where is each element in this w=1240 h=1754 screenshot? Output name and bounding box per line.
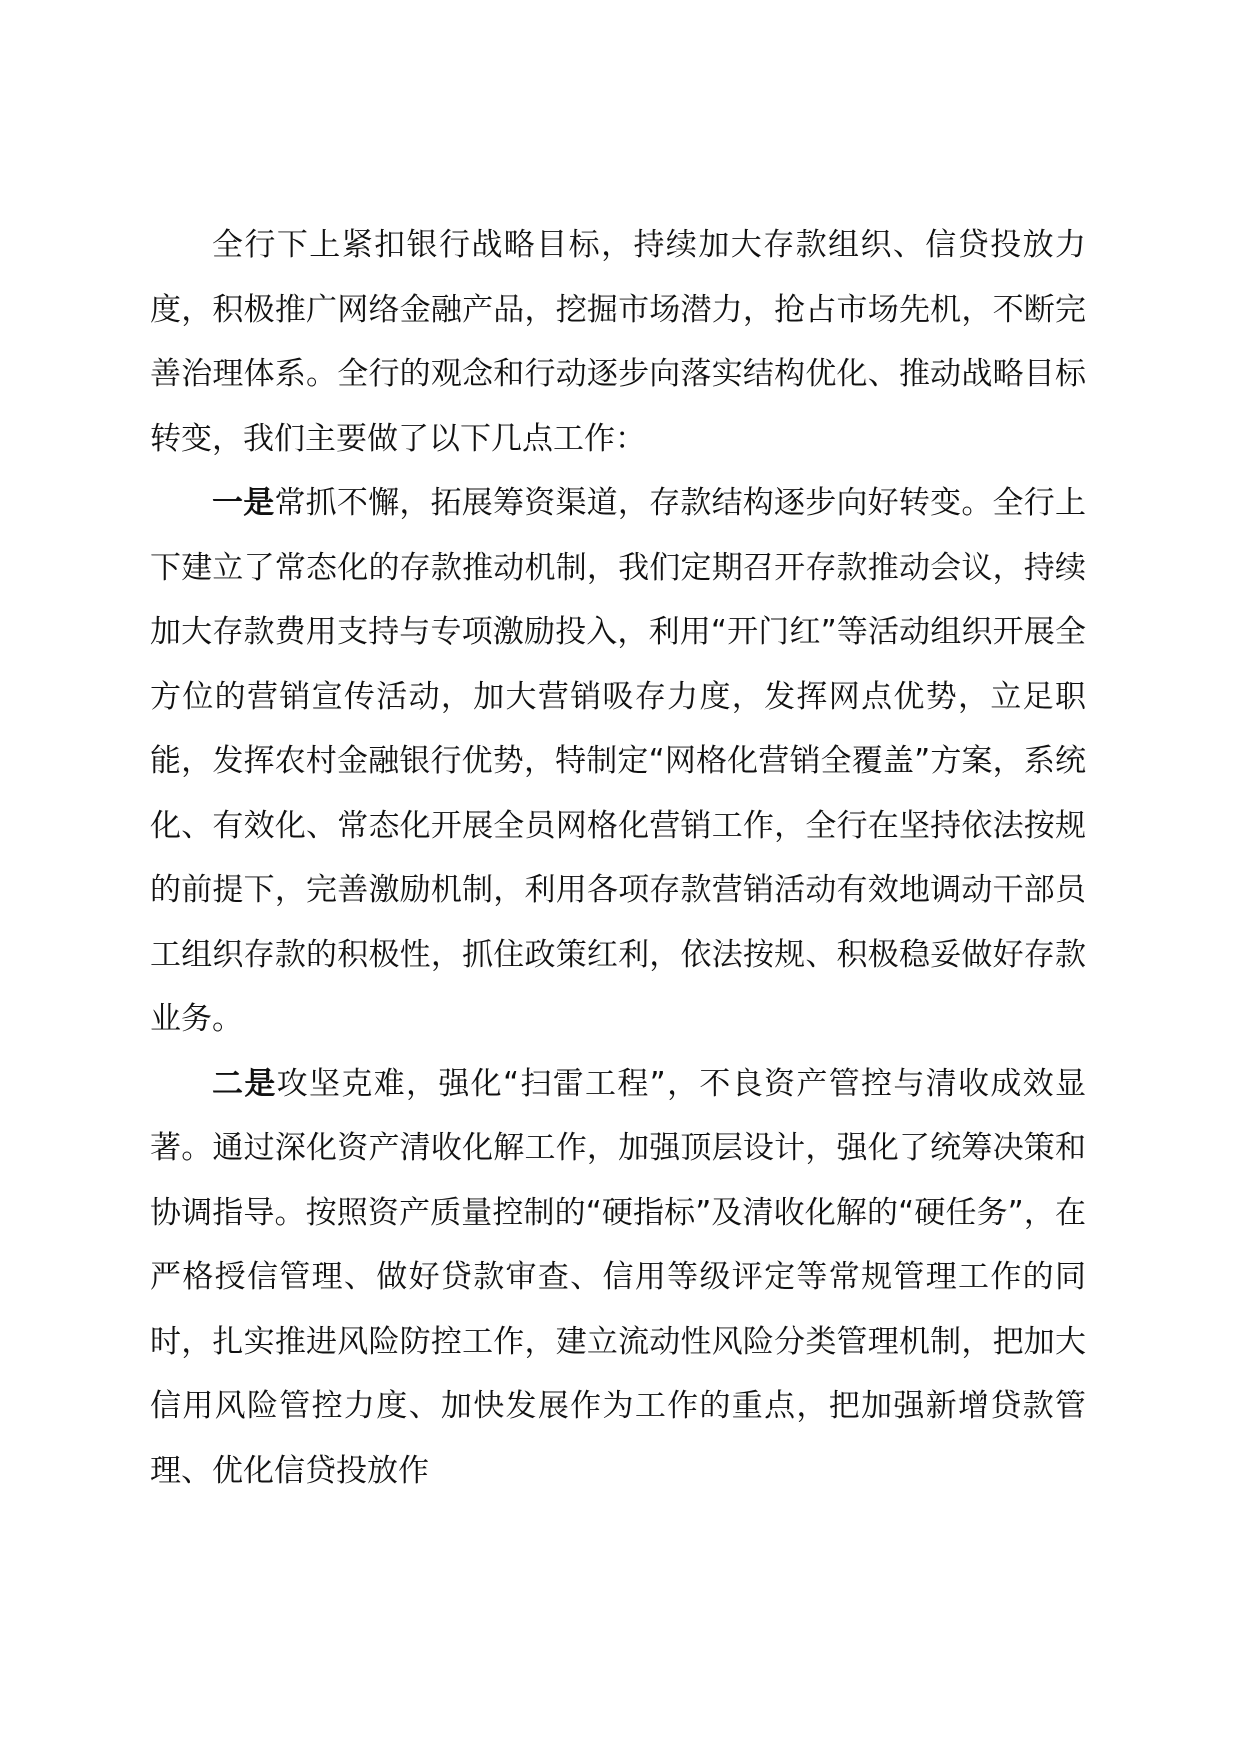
paragraph-text: 常抓不懈，拓展筹资渠道，存款结构逐步向好转变。全行上下建立了常态化的存款推动机制，我们定期召开存款推动会议，持续加大存款费用支持与专项激励投入，利用“开门红”等活动组织开展全方位的营销宣传活动，加大营销吸存力度，发挥网点优势，立足职能，发挥农村金融银行优势，特制定“网格化营销全覆盖”方案，系统化、有效化、常态化开展全员网格化营销工作，全行在坚持依法按规的前提下，完善激励机制，利用各项存款营销活动有效地调动干部员工组织存款的积极性，抓住政策红利，依法按规、积极稳妥做好存款业务。 — [150, 485, 1087, 1037]
paragraph-text: 全行下上紧扣银行战略目标，持续加大存款组织、信贷投放力度，积极推广网络金融产品，挖掘市场潜力，抢占市场先机，不断完善治理体系。全行的观念和行动逐步向落实结构优化、推动战略目标转变，我们主要做了以下几点工作： — [150, 227, 1086, 457]
paragraph-intro — [150, 213, 1086, 471]
paragraph-point-one — [150, 471, 1086, 1052]
document-body — [150, 213, 1086, 1503]
paragraph-lead: 二是 — [212, 1065, 277, 1102]
paragraph-point-two — [150, 1052, 1086, 1504]
paragraph-text: 攻坚克难，强化“扫雷工程”，不良资产管控与清收成效显著。通过深化资产清收化解工作，加强顶层设计，强化了统筹决策和协调指导。按照资产质量控制的“硬指标”及清收化解的“硬任务”，在严格授信管理、做好贷款审查、信用等级评定等常规管理工作的同时，扎实推进风险防控工作，建立流动性风险分类管理机制，把加大信用风险管控力度、加快发展作为工作的重点，把加强新增贷款管理、优化信贷投放作 — [150, 1065, 1087, 1489]
paragraph-lead: 一是 — [212, 485, 275, 521]
